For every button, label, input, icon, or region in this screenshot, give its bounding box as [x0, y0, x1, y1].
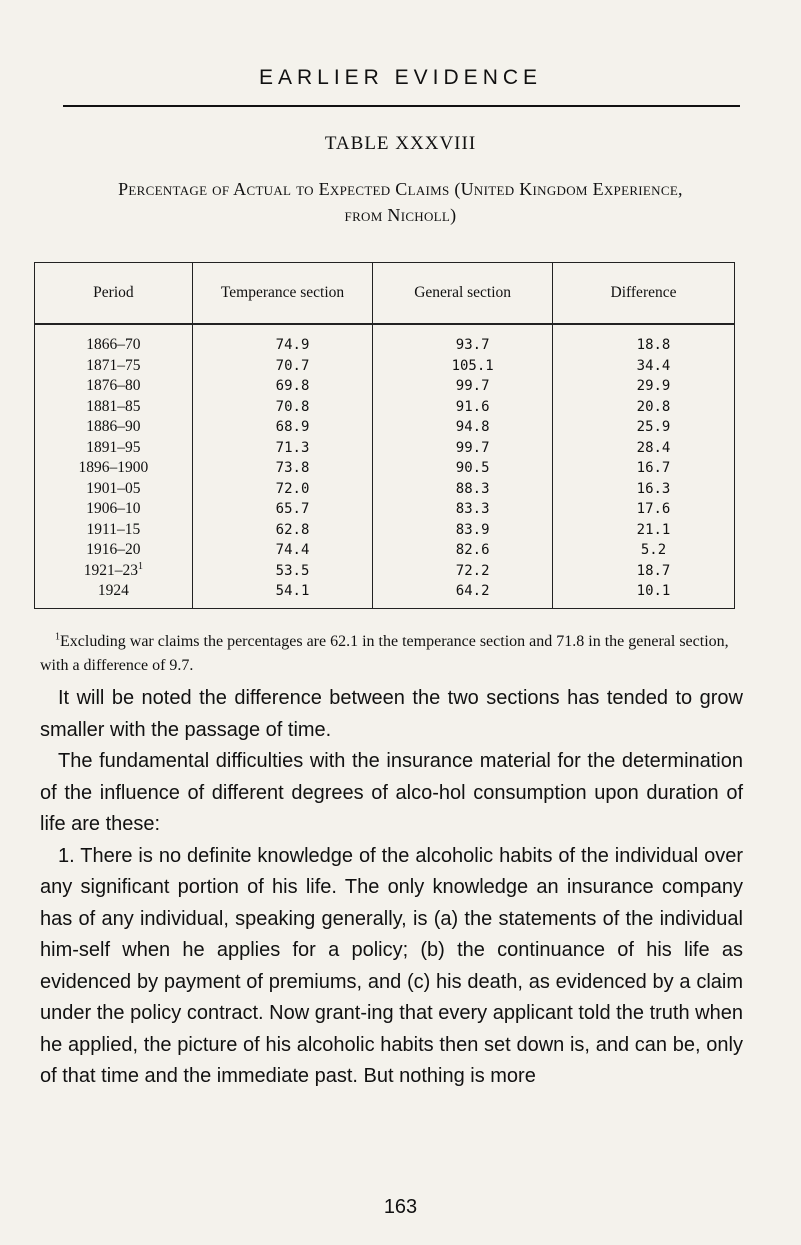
table-row	[35, 397, 735, 418]
cell-temperance: 71.3	[192, 438, 373, 459]
cell-general: 94.8	[373, 417, 553, 438]
cell-period: 1871–75	[35, 356, 193, 377]
cell-difference: 28.4	[553, 438, 735, 459]
table-row	[35, 561, 735, 582]
header-difference: Difference	[553, 263, 735, 325]
cell-period: 1906–10	[35, 499, 193, 520]
claims-table	[34, 262, 735, 609]
cell-period: 1866–70	[35, 324, 193, 356]
cell-general: 105.1	[373, 356, 553, 377]
cell-difference: 25.9	[553, 417, 735, 438]
table-caption-line1: Percentage of Actual to Expected Claims (United Kingdom Experience,	[118, 179, 683, 199]
cell-difference: 34.4	[553, 356, 735, 377]
table-row	[35, 581, 735, 608]
cell-period: 1924	[35, 581, 193, 608]
cell-general: 93.7	[373, 324, 553, 356]
cell-temperance: 73.8	[192, 458, 373, 479]
cell-general: 83.3	[373, 499, 553, 520]
cell-difference: 18.8	[553, 324, 735, 356]
cell-period: 1911–15	[35, 520, 193, 541]
period-footnote-marker: 1	[138, 560, 144, 572]
table-row	[35, 499, 735, 520]
paragraph-1: It will be noted the difference between the two sections has tended to grow smaller with the passage of time.	[40, 687, 743, 741]
cell-temperance: 74.4	[192, 540, 373, 561]
cell-difference: 10.1	[553, 581, 735, 608]
table-row	[35, 417, 735, 438]
running-head: EARLIER EVIDENCE	[258, 66, 543, 89]
cell-temperance: 69.8	[192, 376, 373, 397]
header-general: General section	[373, 263, 553, 325]
cell-difference: 18.7	[553, 561, 735, 582]
table-row	[35, 356, 735, 377]
table-row	[35, 376, 735, 397]
cell-period: 1916–20	[35, 540, 193, 561]
cell-general: 88.3	[373, 479, 553, 500]
cell-temperance: 70.8	[192, 397, 373, 418]
cell-temperance: 54.1	[192, 581, 373, 608]
cell-temperance: 70.7	[192, 356, 373, 377]
footnote-marker: 1	[55, 631, 60, 643]
cell-period: $1921-23^1$	[35, 561, 193, 582]
cell-temperance: 74.9	[192, 324, 373, 356]
header-temperance: Temperance section	[192, 263, 373, 325]
cell-general: 82.6	[373, 540, 553, 561]
cell-temperance: 62.8	[192, 520, 373, 541]
table-row	[35, 458, 735, 479]
table-caption	[40, 176, 761, 228]
table-caption-line2: from Nicholl)	[344, 205, 457, 225]
table-row	[35, 520, 735, 541]
paragraph-2: The fundamental difficulties with the insurance material for the determination of the influence of different degrees of alco-hol consumption upon duration of life are these:	[40, 750, 743, 835]
cell-difference: 5.2	[553, 540, 735, 561]
cell-general: 72.2	[373, 561, 553, 582]
cell-general: 99.7	[373, 438, 553, 459]
cell-difference: 21.1	[553, 520, 735, 541]
cell-temperance: 53.5	[192, 561, 373, 582]
table-row	[35, 438, 735, 459]
cell-period: 1901–05	[35, 479, 193, 500]
cell-general: 64.2	[373, 581, 553, 608]
paragraph-3: 1. There is no definite knowledge of the alcoholic habits of the individual over any significant portion of his life. The only knowledge an insurance company has of any individual, speaking generally, is (a) the statements of the individual him-self when he applies for a policy; (b) the continuance of his life as evidenced by payment of premiums, and (c) his death, as evidenced by a claim under the policy contract. Now grant-ing that every applicant told the truth when he applied, the picture of his alcoholic habits then set down is, and can be, only of that time and the immediate past. But nothing is more	[40, 844, 743, 1087]
table-header-row	[35, 263, 735, 325]
cell-difference: 17.6	[553, 499, 735, 520]
cell-temperance: 72.0	[192, 479, 373, 500]
cell-general: 83.9	[373, 520, 553, 541]
cell-difference: 16.3	[553, 479, 735, 500]
cell-difference: 16.7	[553, 458, 735, 479]
cell-difference: 20.8	[553, 397, 735, 418]
table-row	[35, 324, 735, 356]
header-rule	[63, 105, 740, 107]
cell-period: 1891–95	[35, 438, 193, 459]
header-period: Period	[35, 263, 193, 325]
footnote-text: Excluding war claims the percentages are 62.1 in the temperance section and 71.8 in the general section, with a difference of 9.7.	[40, 633, 729, 674]
cell-period: 1896–1900	[35, 458, 193, 479]
cell-period: 1876–80	[35, 376, 193, 397]
table-row	[35, 540, 735, 561]
table-body	[35, 324, 735, 608]
cell-general: 91.6	[373, 397, 553, 418]
table-title: TABLE XXXVIII	[324, 133, 477, 154]
cell-difference: 29.9	[553, 376, 735, 397]
page-number: 163	[383, 1196, 418, 1218]
cell-period: 1886–90	[35, 417, 193, 438]
cell-temperance: 68.9	[192, 417, 373, 438]
cell-temperance: 65.7	[192, 499, 373, 520]
cell-general: 90.5	[373, 458, 553, 479]
cell-general: 99.7	[373, 376, 553, 397]
footnote	[40, 630, 740, 678]
body-text	[40, 683, 743, 1093]
cell-period: 1881–85	[35, 397, 193, 418]
table-row	[35, 479, 735, 500]
